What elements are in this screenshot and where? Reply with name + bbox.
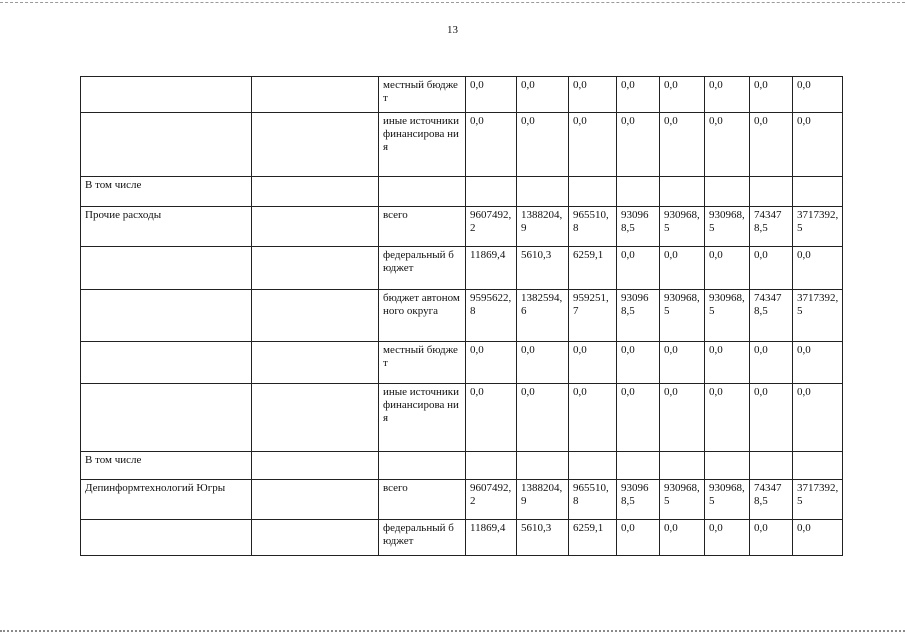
value-cell: 0,0 [660, 77, 705, 113]
value-cell: 0,0 [793, 384, 843, 452]
table-row [81, 247, 843, 290]
expense-name-cell [81, 77, 252, 113]
value-cell: 0,0 [793, 342, 843, 384]
executor-cell [252, 520, 379, 556]
value-cell: 3717392,5 [793, 207, 843, 247]
empty-cell [252, 177, 379, 207]
table-row [81, 342, 843, 384]
executor-cell [252, 384, 379, 452]
value-cell: 959251,7 [569, 290, 617, 342]
value-cell: 1388204,9 [517, 207, 569, 247]
table-row [81, 177, 843, 207]
executor-cell [252, 480, 379, 520]
executor-cell [252, 113, 379, 177]
value-cell: 0,0 [750, 342, 793, 384]
value-cell: 5610,3 [517, 247, 569, 290]
value-cell: 0,0 [705, 247, 750, 290]
expense-name-cell [81, 520, 252, 556]
value-cell: 930968,5 [660, 207, 705, 247]
value-cell: 0,0 [569, 113, 617, 177]
table-row [81, 113, 843, 177]
funding-source-cell: местный бюджет [379, 77, 466, 113]
funding-source-cell: федеральный бюджет [379, 247, 466, 290]
funding-source-cell: иные источники финансирова ния [379, 384, 466, 452]
value-cell: 6259,1 [569, 247, 617, 290]
value-cell: 930968,5 [617, 480, 660, 520]
value-cell: 11869,4 [466, 520, 517, 556]
value-cell: 0,0 [517, 113, 569, 177]
empty-cell [379, 177, 466, 207]
value-cell: 0,0 [617, 77, 660, 113]
value-cell: 0,0 [517, 342, 569, 384]
empty-cell [705, 177, 750, 207]
empty-cell [466, 177, 517, 207]
value-cell: 0,0 [705, 342, 750, 384]
value-cell: 743478,5 [750, 480, 793, 520]
value-cell: 1382594,6 [517, 290, 569, 342]
value-cell: 3717392,5 [793, 290, 843, 342]
section-label-cell: В том числе [81, 177, 252, 207]
scan-edge-bottom [0, 630, 905, 632]
value-cell: 0,0 [705, 113, 750, 177]
value-cell: 0,0 [793, 113, 843, 177]
value-cell: 0,0 [660, 113, 705, 177]
budget-table [80, 76, 843, 556]
value-cell: 9607492,2 [466, 480, 517, 520]
value-cell: 0,0 [569, 77, 617, 113]
funding-source-cell: федеральный бюджет [379, 520, 466, 556]
funding-source-cell: всего [379, 207, 466, 247]
executor-cell [252, 77, 379, 113]
value-cell: 0,0 [705, 520, 750, 556]
table-row [81, 452, 843, 480]
expense-name-cell [81, 247, 252, 290]
value-cell: 0,0 [750, 520, 793, 556]
value-cell: 6259,1 [569, 520, 617, 556]
expense-name-cell [81, 342, 252, 384]
expense-name-cell [81, 290, 252, 342]
executor-cell [252, 247, 379, 290]
value-cell: 743478,5 [750, 290, 793, 342]
value-cell: 930968,5 [705, 207, 750, 247]
value-cell: 0,0 [705, 77, 750, 113]
value-cell: 930968,5 [617, 207, 660, 247]
value-cell: 9607492,2 [466, 207, 517, 247]
value-cell: 3717392,5 [793, 480, 843, 520]
value-cell: 0,0 [750, 247, 793, 290]
value-cell: 0,0 [660, 384, 705, 452]
empty-cell [660, 452, 705, 480]
value-cell: 0,0 [617, 247, 660, 290]
value-cell: 0,0 [466, 113, 517, 177]
value-cell: 965510,8 [569, 207, 617, 247]
value-cell: 930968,5 [705, 480, 750, 520]
value-cell: 0,0 [569, 342, 617, 384]
table-row [81, 290, 843, 342]
value-cell: 0,0 [617, 520, 660, 556]
empty-cell [617, 452, 660, 480]
empty-cell [517, 452, 569, 480]
value-cell: 0,0 [517, 77, 569, 113]
value-cell: 930968,5 [705, 290, 750, 342]
value-cell: 0,0 [793, 77, 843, 113]
value-cell: 0,0 [660, 342, 705, 384]
funding-source-cell: иные источники финансирова ния [379, 113, 466, 177]
expense-name-cell [81, 384, 252, 452]
expense-name-cell: Прочие расходы [81, 207, 252, 247]
empty-cell [379, 452, 466, 480]
empty-cell [569, 452, 617, 480]
funding-source-cell: всего [379, 480, 466, 520]
empty-cell [569, 177, 617, 207]
table-row [81, 480, 843, 520]
value-cell: 0,0 [660, 520, 705, 556]
value-cell: 743478,5 [750, 207, 793, 247]
empty-cell [750, 177, 793, 207]
executor-cell [252, 342, 379, 384]
value-cell: 930968,5 [660, 480, 705, 520]
value-cell: 5610,3 [517, 520, 569, 556]
value-cell: 0,0 [466, 77, 517, 113]
table-row [81, 77, 843, 113]
value-cell: 0,0 [617, 113, 660, 177]
funding-source-cell: бюджет автономного округа [379, 290, 466, 342]
executor-cell [252, 207, 379, 247]
empty-cell [660, 177, 705, 207]
table-row [81, 207, 843, 247]
value-cell: 0,0 [660, 247, 705, 290]
table-row [81, 384, 843, 452]
value-cell: 0,0 [466, 384, 517, 452]
empty-cell [793, 452, 843, 480]
table-row [81, 520, 843, 556]
empty-cell [252, 452, 379, 480]
empty-cell [517, 177, 569, 207]
funding-source-cell: местный бюджет [379, 342, 466, 384]
section-label-cell: В том числе [81, 452, 252, 480]
value-cell: 1388204,9 [517, 480, 569, 520]
value-cell: 0,0 [617, 342, 660, 384]
expense-name-cell: Депинформтехнологий Югры [81, 480, 252, 520]
table-body [81, 77, 843, 556]
value-cell: 0,0 [517, 384, 569, 452]
value-cell: 0,0 [617, 384, 660, 452]
scan-edge-top [0, 2, 905, 3]
value-cell: 0,0 [750, 113, 793, 177]
empty-cell [617, 177, 660, 207]
value-cell: 11869,4 [466, 247, 517, 290]
empty-cell [705, 452, 750, 480]
value-cell: 0,0 [793, 520, 843, 556]
value-cell: 930968,5 [617, 290, 660, 342]
empty-cell [750, 452, 793, 480]
value-cell: 965510,8 [569, 480, 617, 520]
value-cell: 0,0 [750, 384, 793, 452]
empty-cell [793, 177, 843, 207]
value-cell: 9595622,8 [466, 290, 517, 342]
value-cell: 0,0 [466, 342, 517, 384]
value-cell: 0,0 [793, 247, 843, 290]
value-cell: 0,0 [750, 77, 793, 113]
value-cell: 930968,5 [660, 290, 705, 342]
page-number: 13 [447, 24, 458, 36]
value-cell: 0,0 [705, 384, 750, 452]
empty-cell [466, 452, 517, 480]
value-cell: 0,0 [569, 384, 617, 452]
executor-cell [252, 290, 379, 342]
expense-name-cell [81, 113, 252, 177]
